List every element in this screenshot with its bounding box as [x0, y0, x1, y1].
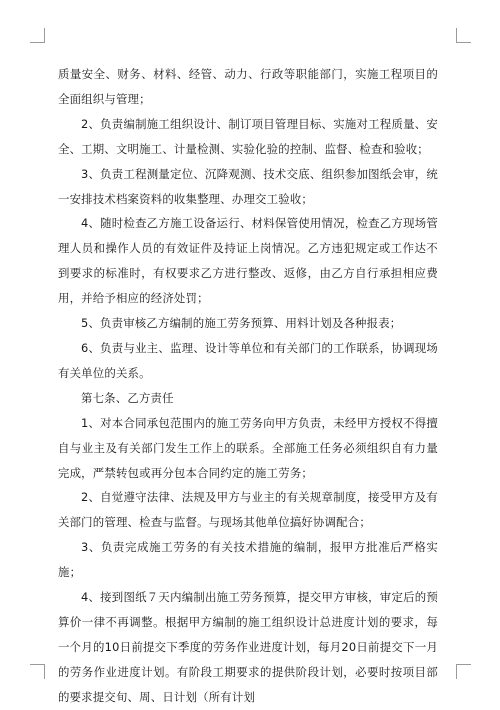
paragraph-b-item-2: 2、自觉遵守法律、法规及甲方与业主的有关规章制度，接受甲方及有关部门的管理、检查与监督。与现场其他单位搞好协调配合； [58, 490, 438, 530]
paragraph-item-3: 3、负责工程测量定位、沉降观测、技术交底、组织参加图纸会审，统一安排技术档案资料的收集整理、办理交工验收； [58, 166, 438, 206]
crop-mark-bottom-right [456, 664, 471, 679]
paragraph-item-2: 2、负责编制施工组织设计、制订项目管理目标、实施对工程质量、安全、工期、文明施工、计量检测、实验化验的控制、监督、检查和验收； [58, 116, 438, 156]
document-body [58, 62, 438, 710]
crop-mark-top-left [30, 28, 45, 43]
paragraph-b-item-4: 4、接到图纸７天内编制出施工劳务预算，提交甲方审核，审定后的预算价一律不再调整。根据甲方编制的施工组织设计总进度计划的要求，每一个月的10日前提交下季度的劳务作业进度计划，每月20日前提交下一月的劳务作业进度计划。有阶段工期要求的提供阶段计划，必要时按项目部的要求提交旬、周、日计划（所有计划 [58, 590, 438, 704]
crop-mark-bottom-left [30, 664, 45, 679]
crop-mark-top-right [456, 28, 471, 43]
paragraph-b-item-1: 1、对本合同承包范围内的施工劳务向甲方负责，未经甲方授权不得擅自与业主及有关部门发生工作上的联系。全部施工任务必须组织自有力量完成，严禁转包或再分包本合同约定的施工劳务； [58, 415, 438, 480]
paragraph-item-6: 6、负责与业主、监理、设计等单位和有关部门的工作联系，协调现场有关单位的关系。 [58, 340, 438, 380]
paragraph-b-item-3: 3、负责完成施工劳务的有关技术措施的编制，报甲方批准后严格实施； [58, 540, 438, 580]
paragraph-continued: 质量安全、财务、材料、经管、动力、行政等职能部门，实施工程项目的全面组织与管理； [58, 67, 438, 106]
section-heading: 第七条、乙方责任 [81, 390, 174, 405]
paragraph-item-5: 5、负责审核乙方编制的施工劳务预算、用料计划及各种报表； [81, 316, 402, 331]
paragraph-item-4: 4、随时检查乙方施工设备运行、材料保管使用情况，检查乙方现场管理人员和操作人员的有效证件及持证上岗情况。乙方违犯规定或工作达不到要求的标准时，有权要求乙方进行整改、返修，由乙方自行承担相应费用，并给予相应的经济处罚； [58, 216, 438, 306]
